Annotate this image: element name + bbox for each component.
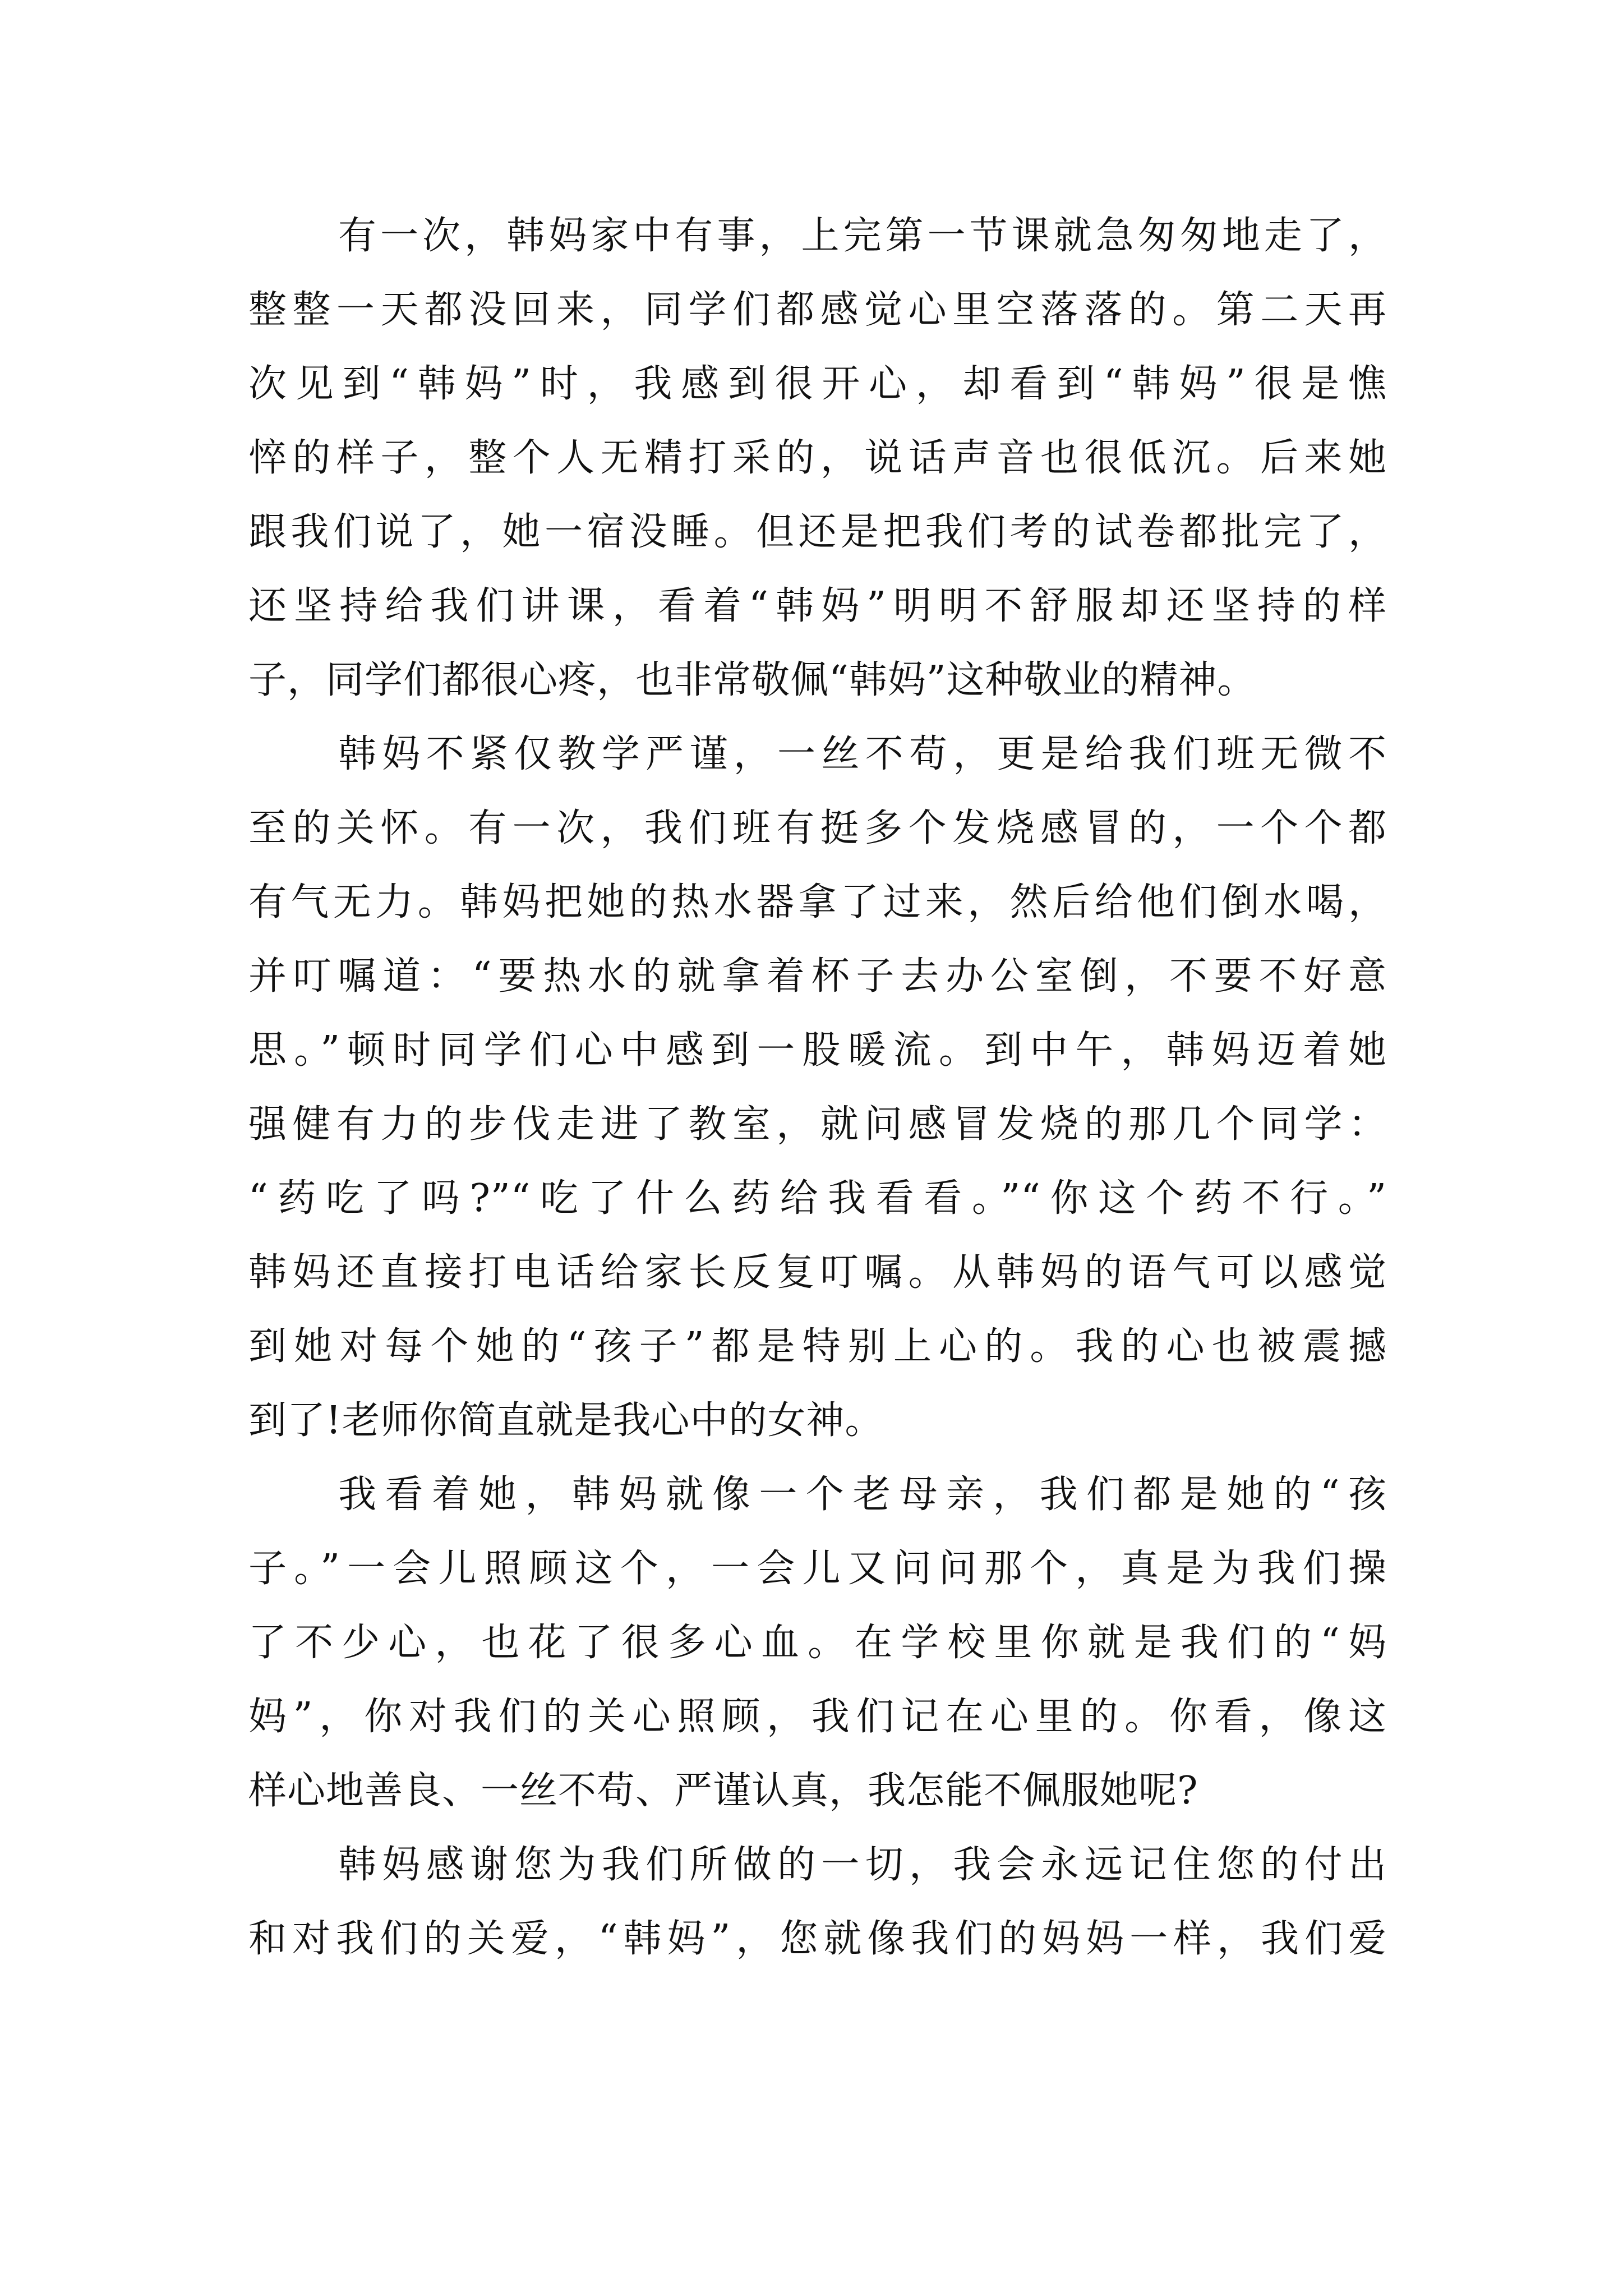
text-line: 强健有力的步伐走进了教室，就问感冒发烧的那几个同学：: [248, 1102, 1387, 1147]
text-line: 有气无力。韩妈把她的热水器拿了过来，然后给他们倒水喝，: [248, 880, 1387, 924]
paragraph-2: [248, 717, 1387, 1458]
text-line: 到了!老师你简直就是我心中的女神。: [248, 1398, 884, 1443]
paragraph-4: [248, 1828, 1387, 1976]
text-line: 子，同学们都很心疼，也非常敬佩“韩妈”这种敬业的精神。: [248, 658, 1256, 702]
paragraph-3: [248, 1458, 1387, 1828]
text-line: 我看着她，韩妈就像一个老母亲，我们都是她的“孩: [338, 1473, 1387, 1517]
text-line: 子。”一会儿照顾这个，一会儿又问问那个，真是为我们操: [248, 1547, 1387, 1591]
text-line: 和对我们的关爱，“韩妈”，您就像我们的妈妈一样，我们爱: [248, 1917, 1387, 1961]
text-line: “药吃了吗?”“吃了什么药给我看看。”“你这个药不行。”: [248, 1176, 1387, 1221]
text-line: 思。”顿时同学们心中感到一股暖流。到中午，韩妈迈着她: [248, 1028, 1387, 1073]
text-line: 韩妈还直接打电话给家长反复叮嘱。从韩妈的语气可以感觉: [248, 1250, 1387, 1295]
text-line: 并叮嘱道：“要热水的就拿着杯子去办公室倒，不要不好意: [248, 954, 1387, 999]
text-line: 次见到“韩妈”时，我感到很开心，却看到“韩妈”很是憔: [248, 362, 1387, 406]
text-line: 韩妈不紧仅教学严谨，一丝不苟，更是给我们班无微不: [338, 732, 1387, 776]
text-line: 了不少心，也花了很多心血。在学校里你就是我们的“妈: [248, 1621, 1387, 1665]
text-line: 样心地善良、一丝不苟、严谨认真，我怎能不佩服她呢?: [248, 1769, 1198, 1813]
text-line: 悴的样子，整个人无精打采的，说话声音也很低沉。后来她: [248, 436, 1387, 480]
document-body: [248, 199, 1387, 1976]
text-line: 整整一天都没回来，同学们都感觉心里空落落的。第二天再: [248, 288, 1387, 332]
paragraph-1: [248, 199, 1387, 717]
text-line: 至的关怀。有一次，我们班有挺多个发烧感冒的，一个个都: [248, 806, 1387, 850]
text-line: 跟我们说了，她一宿没睡。但还是把我们考的试卷都批完了，: [248, 510, 1387, 554]
text-line: 到她对每个她的“孩子”都是特别上心的。我的心也被震撼: [248, 1324, 1387, 1369]
text-line: 妈”，你对我们的关心照顾，我们记在心里的。你看，像这: [248, 1695, 1387, 1739]
text-line: 还坚持给我们讲课，看着“韩妈”明明不舒服却还坚持的样: [248, 584, 1387, 628]
text-line: 有一次，韩妈家中有事，上完第一节课就急匆匆地走了，: [338, 214, 1387, 258]
text-line: 韩妈感谢您为我们所做的一切，我会永远记住您的付出: [338, 1843, 1387, 1887]
